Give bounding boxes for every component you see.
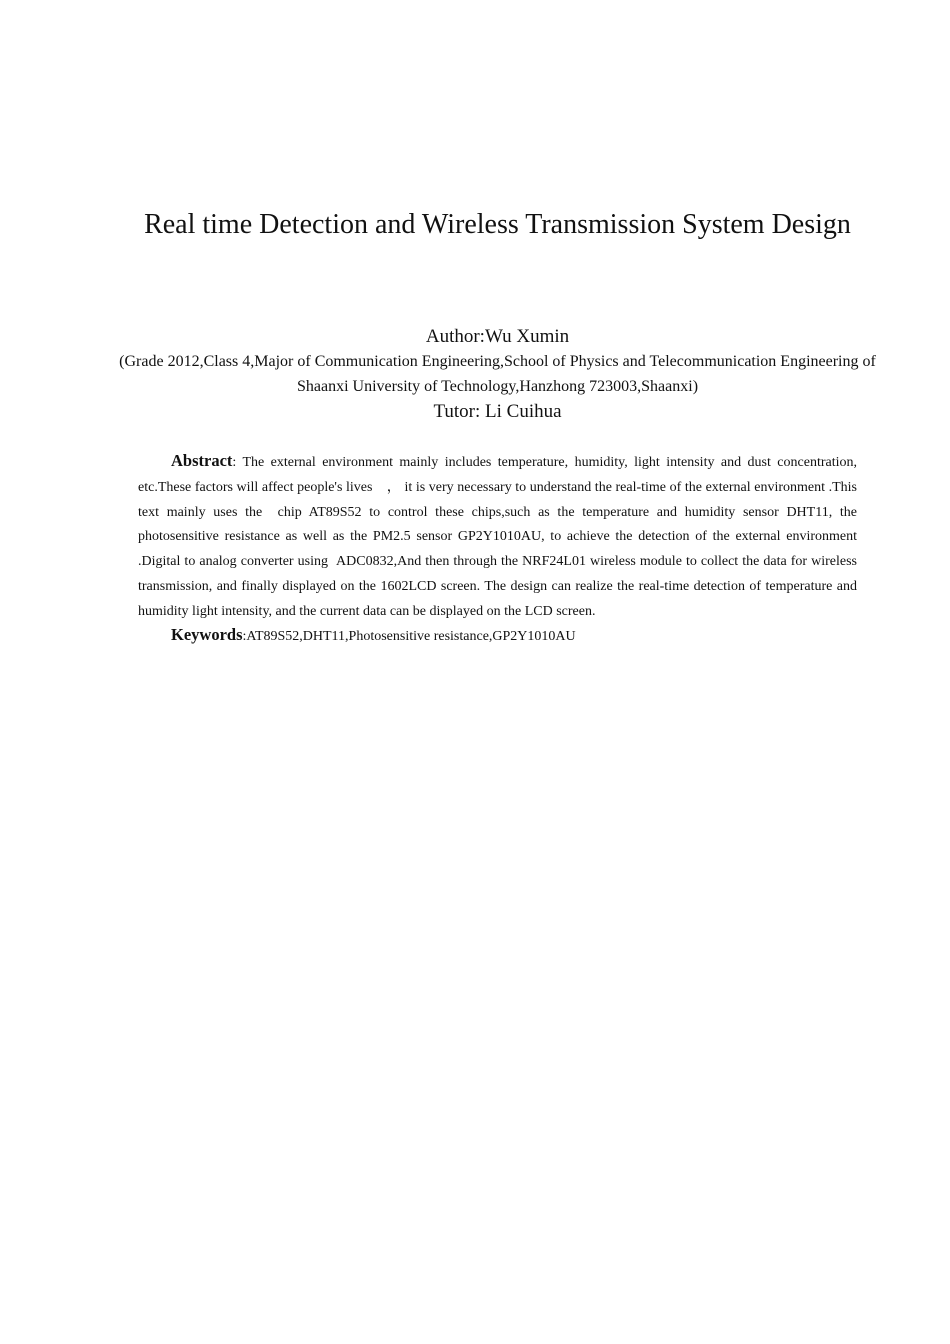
tutor-line: Tutor: Li Cuihua <box>433 401 562 422</box>
keywords-separator: : <box>242 629 247 644</box>
paper-title: Real time Detection and Wireless Transmission System Design <box>144 209 851 240</box>
abstract-paragraph <box>138 449 857 625</box>
abstract-text: The external environment mainly includes temperature, humidity, light intensity and dust concentration, etc.These factors will affect people's lives ， it is very necessary to understand the real-time of the external environment .This text mainly uses the chip AT89S52 to control these chips,such as the temperature and humidity sensor DHT11, the photosensitive resistance as well as the PM2.5 sensor GP2Y1010AU, to achieve the detection of the external environment .Digital to analog converter using ADC0832,And then through the NRF24L01 wireless module to collect the data for wireless transmission, and finally displayed on the 1602LCD screen. The design can realize the real-time detection of temperature and humidity light intensity, and the current data can be displayed on the LCD screen. <box>138 455 857 619</box>
author-affiliation: (Grade 2012,Class 4,Major of Communication Engineering,School of Physics and Telecommunication Engineering of Shaanxi University of Technology,Hanzhong 723003,Shaanxi) <box>119 353 876 395</box>
abstract-label: Abstract <box>171 451 233 470</box>
keywords-paragraph <box>138 623 857 649</box>
abstract-separator: : <box>232 455 243 470</box>
keywords-label: Keywords <box>171 625 243 644</box>
author-line: Author:Wu Xumin <box>425 326 570 347</box>
keywords-text: AT89S52,DHT11,Photosensitive resistance,GP2Y1010AU <box>246 629 576 644</box>
